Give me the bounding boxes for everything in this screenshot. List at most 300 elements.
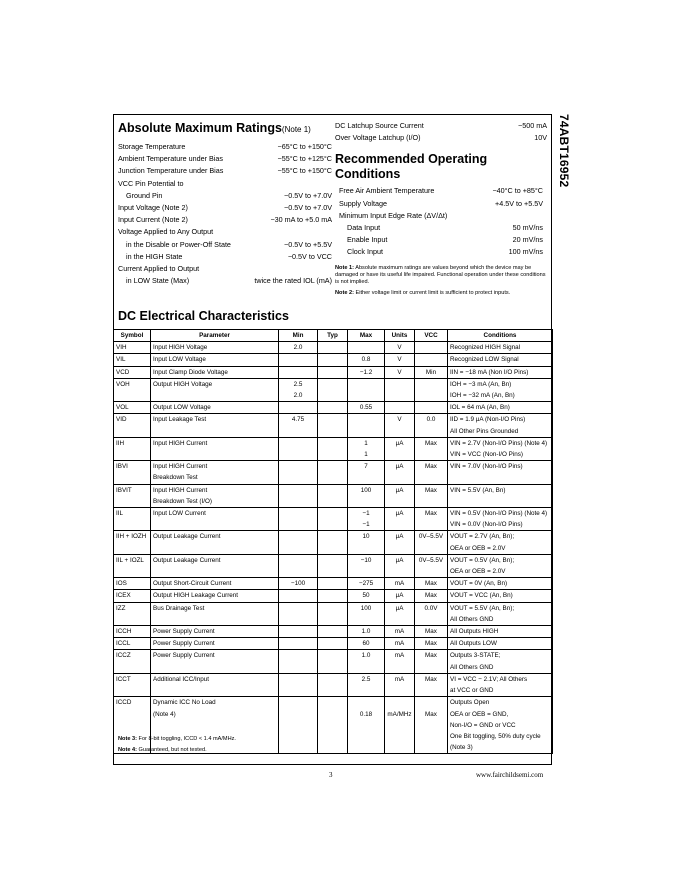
dc-cell-vcc (415, 449, 448, 461)
dc-cell-min (279, 626, 318, 638)
dc-cell-units: μA (385, 590, 415, 602)
dc-cell-units: μA (385, 437, 415, 449)
dc-cell-param: Power Supply Current (151, 638, 279, 650)
dc-cell-typ (318, 342, 348, 354)
dc-cell-min (279, 354, 318, 366)
table-row (114, 496, 553, 508)
dc-cell-min (279, 720, 318, 731)
dc-cell-min (279, 472, 318, 484)
dc-cell-vcc: 0V–5.5V (415, 531, 448, 543)
abs-max-row (118, 251, 332, 263)
abs-max-value: −65°C to +150°C (277, 142, 332, 151)
dc-cell-min (279, 590, 318, 602)
dc-cell-typ (318, 426, 348, 438)
rec-op-value: −40°C to +85°C (492, 186, 543, 196)
dc-cell-typ (318, 720, 348, 731)
dc-cell-vcc (415, 519, 448, 531)
dc-cell-typ (318, 638, 348, 650)
dc-cell-max (348, 342, 385, 354)
abs-max-row (118, 190, 332, 202)
dc-cell-vcc: Max (415, 461, 448, 473)
dc-header-cell: Symbol (114, 330, 151, 342)
dc-cell-vcc: Max (415, 578, 448, 590)
dc-cell-units: mA (385, 673, 415, 685)
dc-cell-sym: IZZ (114, 602, 151, 614)
dc-cell-vcc (415, 662, 448, 674)
dc-cell-param: Output LOW Voltage (151, 402, 279, 414)
dc-cell-max (348, 720, 385, 731)
abs-max-row (118, 141, 332, 153)
latchup-label: Over Voltage Latchup (I/O) (335, 133, 421, 143)
dc-cell-param (151, 566, 279, 578)
dc-cell-min (279, 461, 318, 473)
table-row (114, 590, 553, 602)
abs-max-value: −30 mA to +5.0 mA (270, 215, 332, 225)
dc-cell-sym (114, 519, 151, 531)
dc-cell-min (279, 402, 318, 414)
rec-op-label: Enable Input (347, 235, 388, 245)
dc-cell-typ (318, 626, 348, 638)
dc-cell-units (385, 720, 415, 731)
table-row (114, 685, 553, 697)
dc-cell-sym: IBVI (114, 461, 151, 473)
dc-cell-sym (114, 709, 151, 720)
dc-cell-units (385, 614, 415, 626)
dc-cell-vcc: 0.0V (415, 602, 448, 614)
rec-op-value: 50 mV/ns (512, 223, 543, 233)
dc-cell-units: μA (385, 508, 415, 520)
dc-cell-param: Input HIGH Current (151, 437, 279, 449)
dc-cell-sym (114, 720, 151, 731)
dc-cell-units (385, 402, 415, 414)
note-2-text: Either voltage limit or current limit is sufficient to protect inputs. (355, 289, 511, 296)
abs-max-label: Storage Temperature (118, 142, 186, 151)
rec-op-label: Minimum Input Edge Rate (ΔV/Δt) (339, 210, 448, 220)
dc-cell-units: mA (385, 650, 415, 662)
rec-op-row (339, 234, 543, 246)
dc-cell-units: V (385, 342, 415, 354)
dc-cell-min (279, 508, 318, 520)
part-number-text: 74ABT16952 (557, 114, 571, 188)
dc-cell-vcc: Max (415, 650, 448, 662)
dc-cell-typ (318, 508, 348, 520)
dc-cell-max (348, 742, 385, 754)
note-3-text: For 8-bit toggling, ICCD < 1.4 mA/MHz. (138, 736, 236, 742)
dc-cell-sym (114, 614, 151, 626)
dc-cell-param (151, 614, 279, 626)
dc-cell-vcc: Max (415, 673, 448, 685)
dc-cell-min (279, 484, 318, 496)
dc-cell-max: 60 (348, 638, 385, 650)
dc-cell-units (385, 426, 415, 438)
dc-cell-units: μA (385, 602, 415, 614)
dc-cell-max: 100 (348, 484, 385, 496)
dc-cell-sym: VIL (114, 354, 151, 366)
dc-cell-units (385, 472, 415, 484)
dc-cell-vcc: Max (415, 709, 448, 720)
dc-cell-typ (318, 461, 348, 473)
dc-cell-cond: VIN = 2.7V (Non-I/O Pins) (Note 4) (448, 437, 553, 449)
dc-cell-param: Output Leakage Current (151, 554, 279, 566)
dc-cell-cond: IID = 1.9 μA (Non-I/O Pins) (448, 414, 553, 426)
dc-cell-max: 7 (348, 461, 385, 473)
abs-max-label: VCC Pin Potential to (118, 178, 184, 188)
dc-cell-min (279, 566, 318, 578)
dc-cell-cond: VIN = 0.5V (Non-I/O Pins) (Note 4) (448, 508, 553, 520)
dc-cell-min (279, 697, 318, 709)
rec-op-row (339, 222, 543, 234)
dc-cell-cond: VI = VCC − 2.1V; All Others (448, 673, 553, 685)
dc-cell-sym: ICCZ (114, 650, 151, 662)
dc-cell-vcc: 0.0 (415, 414, 448, 426)
dc-cell-min (279, 366, 318, 378)
table-row (114, 461, 553, 473)
dc-cell-typ (318, 472, 348, 484)
rec-op-row (339, 185, 543, 197)
dc-header-cell: Conditions (448, 330, 553, 342)
abs-max-row (118, 178, 332, 190)
abs-max-row (118, 153, 332, 165)
dc-cell-typ (318, 402, 348, 414)
dc-cell-units (385, 566, 415, 578)
dc-cell-units: μA (385, 531, 415, 543)
dc-cell-cond: Non-I/O = GND or VCC (448, 720, 553, 731)
dc-cell-cond: OEA or OEB = 2.0V (448, 543, 553, 555)
table-row (114, 720, 553, 731)
abs-max-row (118, 202, 332, 214)
dc-cell-typ (318, 484, 348, 496)
dc-cell-param (151, 426, 279, 438)
dc-cell-units: mA (385, 626, 415, 638)
abs-max-column (118, 120, 332, 287)
table-row (114, 390, 553, 402)
dc-cell-min (279, 709, 318, 720)
dc-cell-max (348, 685, 385, 697)
dc-cell-cond: All Others GND (448, 614, 553, 626)
dc-cell-sym: VCD (114, 366, 151, 378)
bottom-notes (118, 734, 236, 756)
dc-cell-typ (318, 390, 348, 402)
rec-op-label: Data Input (347, 223, 381, 233)
dc-cell-param: Additional ICC/Input (151, 673, 279, 685)
dc-cell-vcc: Max (415, 626, 448, 638)
dc-cell-min: 2.0 (279, 390, 318, 402)
dc-cell-units (385, 519, 415, 531)
dc-cell-cond: VOUT = 0.5V (An, Bn); (448, 554, 553, 566)
table-row (114, 437, 553, 449)
dc-cell-param: Output HIGH Voltage (151, 378, 279, 390)
dc-cell-units (385, 378, 415, 390)
dc-cell-min (279, 543, 318, 555)
dc-cell-max: 0.8 (348, 354, 385, 366)
dc-cell-max: −275 (348, 578, 385, 590)
dc-cell-max (348, 731, 385, 742)
dc-cell-cond: All Other Pins Grounded (448, 426, 553, 438)
note-1-label: Note 1: (335, 264, 354, 271)
abs-max-value: twice the rated IOL (mA) (254, 276, 332, 286)
dc-cell-max: 1 (348, 449, 385, 461)
dc-cell-vcc (415, 685, 448, 697)
dc-cell-vcc (415, 496, 448, 508)
dc-header-cell: Units (385, 330, 415, 342)
dc-cell-cond: One Bit toggling, 50% duty cycle (448, 731, 553, 742)
dc-cell-vcc: Max (415, 437, 448, 449)
dc-cell-cond: VIN = 0.0V (Non-I/O Pins) (448, 519, 553, 531)
dc-cell-cond: All Outputs HIGH (448, 626, 553, 638)
dc-cell-vcc (415, 354, 448, 366)
dc-cell-max: 0.18 (348, 709, 385, 720)
dc-cell-sym: ICEX (114, 590, 151, 602)
dc-cell-typ (318, 378, 348, 390)
dc-cell-cond: VIN = VCC (Non-I/O Pins) (448, 449, 553, 461)
dc-cell-typ (318, 614, 348, 626)
table-row (114, 484, 553, 496)
dc-cell-min (279, 731, 318, 742)
dc-cell-min (279, 554, 318, 566)
dc-cell-param (151, 543, 279, 555)
dc-cell-param: Output Leakage Current (151, 531, 279, 543)
dc-cell-typ (318, 554, 348, 566)
dc-cell-vcc (415, 742, 448, 754)
dc-cell-min (279, 531, 318, 543)
table-row (114, 650, 553, 662)
dc-cell-cond: All Outputs LOW (448, 638, 553, 650)
table-row (114, 638, 553, 650)
dc-cell-min (279, 614, 318, 626)
dc-cell-sym: ICCL (114, 638, 151, 650)
dc-cell-vcc (415, 390, 448, 402)
table-row (114, 402, 553, 414)
note-1-text: Absolute maximum ratings are values beyond which the device may be damaged or have its useful life impaired. Functional operation under these conditions is not implied. (335, 264, 546, 285)
rec-op-row (339, 210, 543, 222)
dc-cell-max (348, 566, 385, 578)
dc-cell-param: Input HIGH Current (151, 484, 279, 496)
rec-op-label: Supply Voltage (339, 198, 387, 208)
note-2 (335, 290, 547, 297)
dc-cell-typ (318, 566, 348, 578)
dc-cell-units (385, 731, 415, 742)
note-4-text: Guaranteed, but not tested. (138, 747, 207, 753)
dc-cell-sym: IIL (114, 508, 151, 520)
dc-cell-min (279, 602, 318, 614)
dc-cell-max: 50 (348, 590, 385, 602)
dc-cell-min: −100 (279, 578, 318, 590)
dc-cell-param (151, 662, 279, 674)
latchup-value: 10V (534, 133, 547, 143)
dc-cell-typ (318, 697, 348, 709)
dc-cell-sym: VOL (114, 402, 151, 414)
latchup-label: DC Latchup Source Current (335, 121, 424, 130)
table-row (114, 662, 553, 674)
dc-cell-typ (318, 414, 348, 426)
dc-cell-cond: Recognized LOW Signal (448, 354, 553, 366)
dc-cell-sym (114, 496, 151, 508)
abs-max-label: Ground Pin (126, 190, 163, 200)
dc-cell-param: Input HIGH Current (151, 461, 279, 473)
dc-cell-typ (318, 366, 348, 378)
dc-cell-vcc: 0V–5.5V (415, 554, 448, 566)
dc-cell-vcc (415, 720, 448, 731)
dc-cell-param: Input Leakage Test (151, 414, 279, 426)
rec-op-title (335, 152, 547, 181)
dc-cell-max (348, 378, 385, 390)
dc-cell-sym: IIL + IOZL (114, 554, 151, 566)
dc-cell-units: V (385, 354, 415, 366)
dc-cell-param: Output HIGH Leakage Current (151, 590, 279, 602)
dc-cell-max: 1 (348, 437, 385, 449)
dc-cell-max: 1.0 (348, 650, 385, 662)
abs-max-label: Input Voltage (Note 2) (118, 203, 188, 213)
dc-cell-vcc: Max (415, 508, 448, 520)
dc-cell-sym: VIH (114, 342, 151, 354)
table-row (114, 426, 553, 438)
dc-cell-cond: (Note 3) (448, 742, 553, 754)
dc-cell-max (348, 414, 385, 426)
dc-cell-max: −1.2 (348, 366, 385, 378)
note-2-label: Note 2: (335, 289, 354, 296)
abs-max-row (118, 263, 332, 275)
dc-cell-vcc: Max (415, 590, 448, 602)
dc-cell-min (279, 742, 318, 754)
dc-cell-max: 0.55 (348, 402, 385, 414)
dc-cell-param (151, 390, 279, 402)
table-row (114, 709, 553, 720)
dc-cell-cond (448, 472, 553, 484)
dc-cell-param: Input LOW Current (151, 508, 279, 520)
abs-max-value: −0.5V to +7.0V (284, 190, 332, 200)
dc-cell-param: Power Supply Current (151, 650, 279, 662)
dc-header-cell: Min (279, 330, 318, 342)
rec-op-rows (335, 185, 547, 258)
dc-cell-max: 1.0 (348, 626, 385, 638)
dc-characteristics-table (113, 329, 553, 754)
dc-cell-max (348, 496, 385, 508)
footer-url[interactable]: www.fairchildsemi.com (476, 771, 544, 779)
dc-cell-cond (448, 496, 553, 508)
table-row (114, 519, 553, 531)
dc-cell-cond: OEA or OEB = GND, (448, 709, 553, 720)
dc-cell-param: Input HIGH Voltage (151, 342, 279, 354)
table-row (114, 508, 553, 520)
table-row (114, 543, 553, 555)
dc-cell-param: Power Supply Current (151, 626, 279, 638)
latchup-rows (335, 120, 547, 144)
dc-cell-vcc (415, 378, 448, 390)
dc-cell-min: 2.0 (279, 342, 318, 354)
dc-cell-param: Output Short-Circuit Current (151, 578, 279, 590)
abs-max-title (118, 120, 332, 138)
dc-cell-units (385, 543, 415, 555)
dc-cell-param (151, 519, 279, 531)
dc-cell-vcc: Min (415, 366, 448, 378)
dc-cell-param: Input Clamp Diode Voltage (151, 366, 279, 378)
abs-max-rows (118, 141, 332, 287)
dc-cell-cond: IOH = −32 mA (An, Bn) (448, 390, 553, 402)
dc-header-cell: VCC (415, 330, 448, 342)
dc-cell-max: −1 (348, 519, 385, 531)
note-3-label: Note 3: (118, 736, 137, 742)
dc-cell-min (279, 650, 318, 662)
table-row (114, 366, 553, 378)
rec-op-value: 100 mV/ns (508, 247, 543, 257)
rec-op-title-line2: Conditions (335, 166, 401, 181)
dc-cell-typ (318, 531, 348, 543)
dc-cell-min (279, 519, 318, 531)
abs-max-label: Current Applied to Output (118, 264, 200, 274)
dc-cell-max (348, 426, 385, 438)
dc-cell-units: mA (385, 578, 415, 590)
dc-cell-min: 2.5 (279, 378, 318, 390)
dc-cell-typ (318, 662, 348, 674)
dc-cell-min (279, 673, 318, 685)
dc-cell-min: 4.75 (279, 414, 318, 426)
dc-cell-cond: VIN = 7.0V (Non-I/O Pins) (448, 461, 553, 473)
dc-cell-max: 10 (348, 531, 385, 543)
rec-op-label: Clock Input (347, 247, 383, 257)
dc-cell-sym: ICCH (114, 626, 151, 638)
abs-max-label: in the HIGH State (126, 251, 183, 261)
dc-cell-typ (318, 496, 348, 508)
dc-cell-max (348, 697, 385, 709)
dc-cell-units: V (385, 366, 415, 378)
dc-cell-units (385, 742, 415, 754)
dc-cell-units (385, 662, 415, 674)
dc-cell-typ (318, 742, 348, 754)
abs-max-row (118, 165, 332, 177)
dc-cell-sym: IIH + IOZH (114, 531, 151, 543)
dc-cell-typ (318, 543, 348, 555)
dc-cell-typ (318, 650, 348, 662)
latchup-row (335, 132, 547, 144)
abs-max-label: in the Disable or Power-Off State (126, 239, 231, 249)
dc-cell-units: μA (385, 484, 415, 496)
dc-cell-max (348, 390, 385, 402)
dc-cell-min (279, 437, 318, 449)
table-row (114, 697, 553, 709)
dc-cell-sym (114, 543, 151, 555)
dc-cell-typ (318, 673, 348, 685)
table-row (114, 626, 553, 638)
table-row (114, 673, 553, 685)
note-1 (335, 265, 547, 286)
abs-max-label: Ambient Temperature under Bias (118, 154, 223, 164)
dc-title: DC Electrical Characteristics (118, 309, 289, 323)
dc-cell-sym (114, 685, 151, 697)
abs-max-label: Junction Temperature under Bias (118, 166, 224, 176)
dc-cell-cond: at VCC or GND (448, 685, 553, 697)
dc-cell-units (385, 449, 415, 461)
dc-cell-param (151, 685, 279, 697)
latchup-value: −500 mA (518, 121, 547, 130)
dc-cell-units: μA (385, 554, 415, 566)
side-part-number (557, 114, 571, 244)
dc-cell-sym: ICCT (114, 673, 151, 685)
dc-cell-sym: IBVIT (114, 484, 151, 496)
dc-cell-max (348, 614, 385, 626)
dc-cell-vcc (415, 566, 448, 578)
dc-cell-max: −10 (348, 554, 385, 566)
note-4-label: Note 4: (118, 747, 137, 753)
table-row (114, 566, 553, 578)
table-row (114, 342, 553, 354)
dc-cell-vcc (415, 731, 448, 742)
abs-max-value: −0.5V to +5.5V (284, 239, 332, 249)
dc-cell-vcc (415, 472, 448, 484)
note-4 (118, 745, 236, 756)
dc-table-body (114, 342, 553, 754)
dc-cell-max (348, 662, 385, 674)
table-row (114, 554, 553, 566)
